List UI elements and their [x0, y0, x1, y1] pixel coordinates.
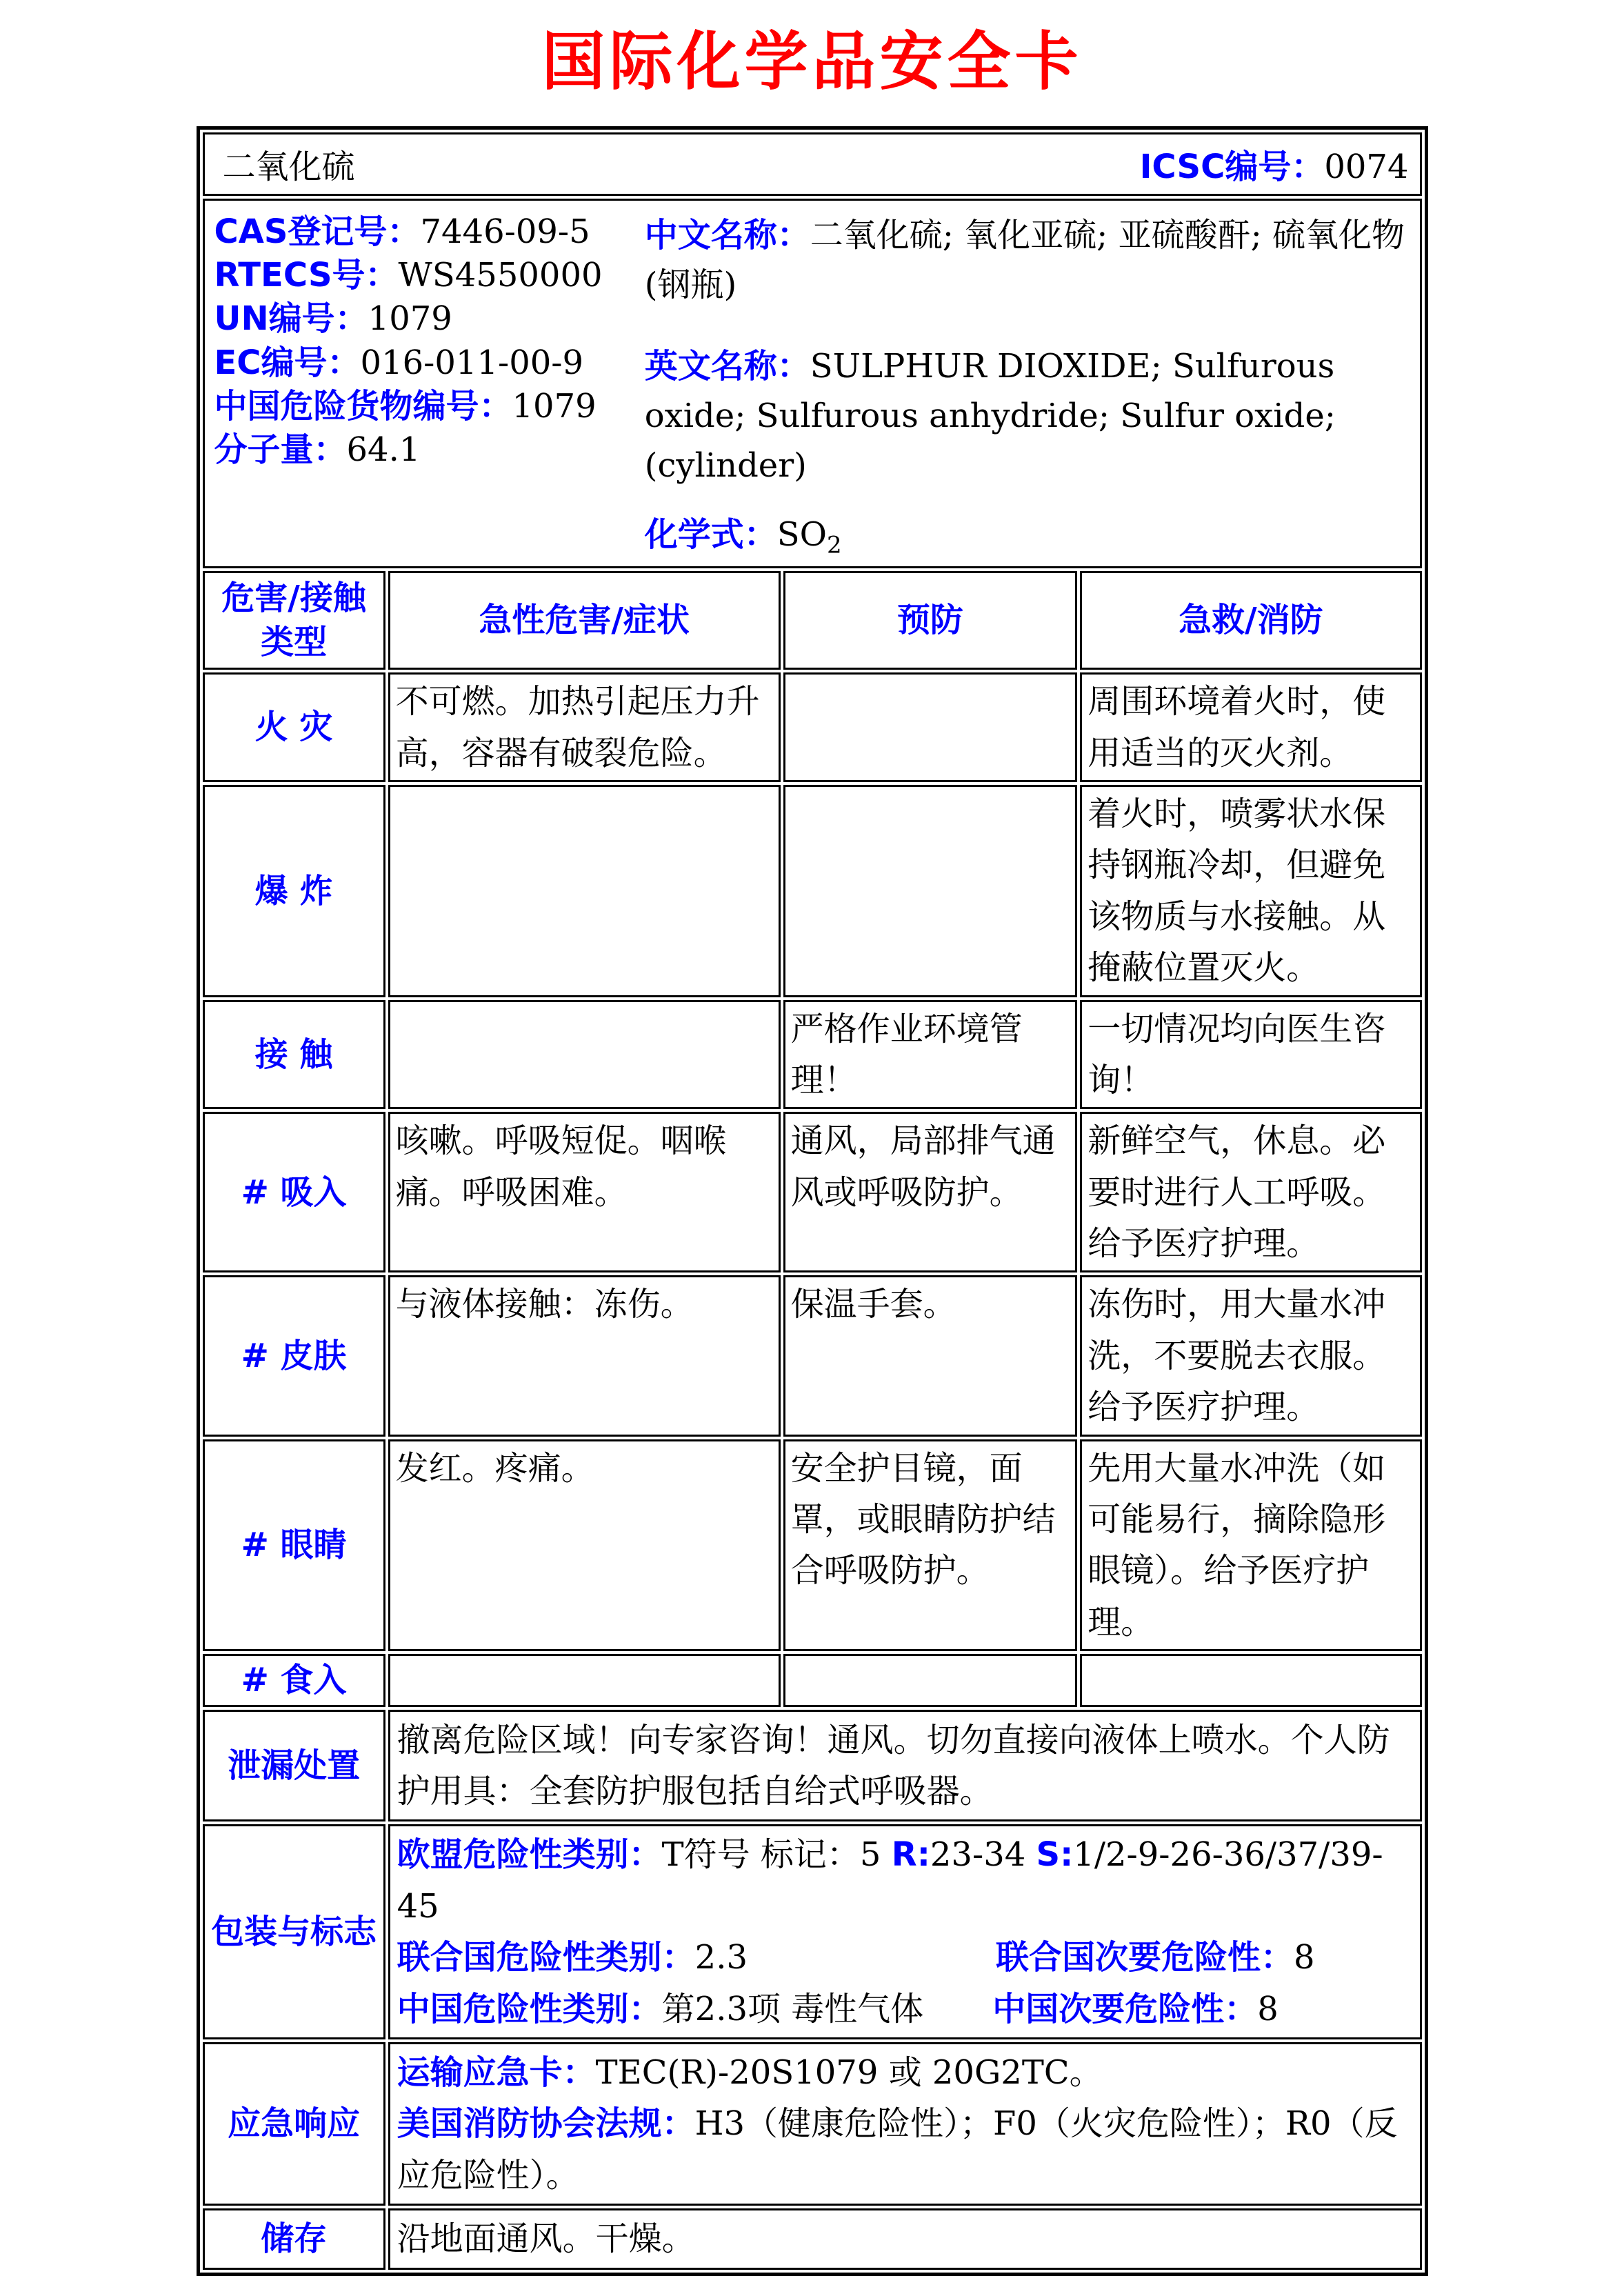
- hazard-symptoms-cell: [388, 1654, 781, 1706]
- hazard-first-aid-cell: [1080, 1654, 1421, 1706]
- section-field-value: 23-34: [930, 1835, 1036, 1875]
- section-content-line: [397, 2213, 1413, 2264]
- identifier-line: [214, 297, 645, 341]
- hazard-type-label: 爆 炸: [254, 871, 333, 910]
- identifier-label: CAS登记号：: [214, 212, 421, 251]
- hazard-type-cell: [203, 672, 385, 782]
- hazard-table-body: [203, 672, 1422, 1706]
- section-label-cell: [203, 2208, 385, 2269]
- hazard-prevention-cell: [783, 785, 1078, 997]
- hazard-prevention-cell: 通风，局部排气通风或呼吸防护。: [783, 1112, 1078, 1272]
- identifier-line: [214, 341, 645, 385]
- hazard-type-label: # 吸入: [241, 1172, 347, 1212]
- section-field-label: 欧盟危险性类别：: [397, 1835, 662, 1875]
- section-field-value: 8: [1294, 1938, 1315, 1977]
- hazard-row: [203, 1000, 1422, 1110]
- hazard-column-header: [783, 571, 1078, 670]
- hazard-symptoms-cell: 不可燃。加热引起压力升高，容器有破裂危险。: [388, 672, 781, 782]
- section-field-label: 中国次要危险性：: [992, 1989, 1258, 2028]
- hazard-row: [203, 1275, 1422, 1436]
- name-label: 化学式：: [644, 515, 777, 554]
- name-label: 英文名称：: [644, 346, 810, 386]
- icsc-number-label: ICSC编号：: [1139, 148, 1325, 187]
- name-value: 二氧化硫; 氧化亚硫; 亚硫酸酐; 硫氧化物 (钢瓶): [644, 215, 1405, 304]
- bottom-sections-body: [203, 1710, 1422, 2270]
- section-row: [203, 1710, 1422, 1822]
- identifier-line: [214, 428, 645, 472]
- hazard-symptoms-cell: 发红。疼痛。: [388, 1439, 781, 1652]
- identifier-value: 016-011-00-9: [360, 343, 584, 382]
- hazard-prevention-cell: [783, 672, 1078, 782]
- hazard-column-header: [203, 571, 385, 670]
- identifier-label: UN编号：: [214, 299, 368, 339]
- hazard-type-cell: [203, 1000, 385, 1110]
- hazard-first-aid-cell: 着火时，喷雾状水保持钢瓶冷却，但避免该物质与水接触。从掩蔽位置灭火。: [1080, 785, 1421, 997]
- hazard-prevention-cell: 保温手套。: [783, 1275, 1078, 1436]
- hazard-first-aid-cell: 新鲜空气，休息。必要时进行人工呼吸。给予医疗护理。: [1080, 1112, 1421, 1272]
- formula-subscript: 2: [826, 531, 842, 559]
- hazard-type-label: # 眼睛: [241, 1526, 347, 1565]
- name-line: [645, 341, 1410, 490]
- identifier-label: EC编号：: [214, 343, 361, 382]
- identifier-value: 7446-09-5: [420, 212, 590, 251]
- hazard-prevention-cell: 安全护目镜，面罩，或眼睛防护结合呼吸防护。: [783, 1439, 1078, 1652]
- section-content-line: [397, 2098, 1413, 2201]
- name-value: SULPHUR DIOXIDE; Sulfurous oxide; Sulfurous anhydride; Sulfur oxide; (cylinder): [644, 346, 1336, 485]
- section-content-cell: [388, 1824, 1422, 2039]
- hazard-type-cell: [203, 1275, 385, 1436]
- card-header-row: [203, 132, 1422, 196]
- hazard-column-header-label: 危害/接触类型: [221, 578, 366, 662]
- identification-row: [203, 199, 1422, 568]
- section-field-value: T符号 标记：5: [661, 1835, 892, 1875]
- section-row: [203, 2042, 1422, 2206]
- identifier-label: 中国危险货物编号：: [214, 387, 512, 426]
- section-row: [203, 2208, 1422, 2269]
- icsc-number-value: 0074: [1324, 148, 1409, 187]
- hazard-column-header-label: 急性危害/症状: [479, 600, 690, 639]
- section-field-label: 中国危险性类别：: [397, 1989, 662, 2028]
- section-content-cell: [388, 2042, 1422, 2206]
- identifier-line: [214, 210, 645, 254]
- section-label-cell: [203, 1824, 385, 2039]
- hazard-first-aid-cell: 先用大量水冲洗（如可能易行，摘除隐形眼镜）。给予医疗护理。: [1080, 1439, 1421, 1652]
- section-field-value: 撤离危险区域！向专家咨询！通风。切勿直接向液体上喷水。个人防护用具：全套防护服包括自给式呼吸器。: [397, 1720, 1390, 1810]
- icsc-card-table: [197, 126, 1428, 2276]
- section-content-cell: [388, 1710, 1422, 1822]
- section-row: [203, 1824, 1422, 2039]
- section-label: 泄漏处置: [228, 1746, 361, 1785]
- hazard-type-cell: [203, 785, 385, 997]
- page-title: 国际化学品安全卡: [541, 25, 1083, 99]
- identifier-line: [214, 385, 645, 428]
- hazard-column-header: [1080, 571, 1421, 670]
- section-content-line: [397, 1984, 1413, 2035]
- identifier-line: [214, 254, 645, 297]
- name-line: [645, 210, 1410, 310]
- name-label: 中文名称：: [644, 215, 810, 254]
- name-list: [645, 210, 1410, 559]
- hazard-symptoms-cell: 与液体接触：冻伤。: [388, 1275, 781, 1436]
- section-label-cell: [203, 1710, 385, 1822]
- hazard-type-label: # 食入: [241, 1661, 347, 1700]
- card-header-cell: [203, 132, 1422, 196]
- section-content-line: [397, 1829, 1413, 1932]
- identifier-value: 64.1: [346, 430, 421, 470]
- name-value: SO: [776, 515, 827, 554]
- hazard-column-header: [388, 571, 781, 670]
- hazard-row: [203, 785, 1422, 997]
- section-content-line: [397, 1715, 1413, 1817]
- section-field-value: 沿地面通风。干燥。: [397, 2219, 695, 2259]
- hazard-row: [203, 672, 1422, 782]
- hazard-column-header-label: 预防: [896, 600, 963, 639]
- hazard-symptoms-cell: [388, 785, 781, 997]
- section-field-value: TEC(R)-20S1079 或 20G2TC。: [595, 2053, 1103, 2092]
- hazard-symptoms-cell: [388, 1000, 781, 1110]
- identifier-list: [214, 210, 645, 559]
- hazard-type-label: 火 灾: [254, 708, 333, 747]
- section-field-value: 8: [1257, 1989, 1279, 2028]
- identifier-label: RTECS号：: [214, 255, 399, 295]
- hazard-row: [203, 1112, 1422, 1272]
- section-field-label: 美国消防协会法规：: [397, 2104, 695, 2144]
- section-content-cell: [388, 2208, 1422, 2269]
- section-field-value: 1/2-9-26-36/37/39-45: [397, 1835, 1383, 1926]
- identifier-label: 分子量：: [214, 430, 347, 470]
- hazard-type-cell: [203, 1439, 385, 1652]
- section-field-value: H3（健康危险性）；F0（火灾危险性）；R0（反应危险性）。: [397, 2104, 1398, 2195]
- identifier-value: 1079: [368, 299, 452, 339]
- section-label: 储存: [261, 2219, 328, 2259]
- section-field-label: R:: [891, 1835, 930, 1875]
- identification-cell: [203, 199, 1422, 568]
- hazard-table-header-row: [203, 571, 1422, 670]
- hazard-type-label: # 皮肤: [241, 1336, 347, 1375]
- identifier-value: 1079: [512, 387, 597, 426]
- section-field-value: 2.3: [694, 1938, 748, 1977]
- hazard-row: [203, 1439, 1422, 1652]
- section-label: 应急响应: [228, 2104, 361, 2144]
- name-line: [645, 510, 1410, 559]
- hazard-first-aid-cell: 一切情况均向医生咨询！: [1080, 1000, 1421, 1110]
- hazard-type-cell: [203, 1112, 385, 1272]
- section-field-label: S:: [1036, 1835, 1074, 1875]
- hazard-symptoms-cell: 咳嗽。呼吸短促。咽喉痛。呼吸困难。: [388, 1112, 781, 1272]
- hazard-row: [203, 1654, 1422, 1706]
- hazard-first-aid-cell: 周围环境着火时，使用适当的灭火剂。: [1080, 672, 1421, 782]
- hazard-column-header-label: 急救/消防: [1179, 600, 1323, 639]
- section-field-label: 联合国危险性类别：: [397, 1938, 695, 1977]
- section-label: 包装与标志: [211, 1912, 377, 1951]
- hazard-type-cell: [203, 1654, 385, 1706]
- section-field-label: 联合国次要危险性：: [996, 1938, 1294, 1977]
- hazard-first-aid-cell: 冻伤时，用大量水冲洗，不要脱去衣服。给予医疗护理。: [1080, 1275, 1421, 1436]
- substance-name: 二氧化硫: [222, 148, 355, 187]
- section-content-line: [397, 1932, 1413, 1983]
- section-field-value: 第2.3项 毒性气体: [661, 1989, 924, 2028]
- identifier-value: WS4550000: [398, 255, 603, 295]
- hazard-prevention-cell: 严格作业环境管理！: [783, 1000, 1078, 1110]
- icsc-number: [1140, 140, 1409, 188]
- hazard-prevention-cell: [783, 1654, 1078, 1706]
- section-field-label: 运输应急卡：: [397, 2053, 596, 2092]
- section-label-cell: [203, 2042, 385, 2206]
- section-content-line: [397, 2047, 1413, 2098]
- hazard-type-label: 接 触: [254, 1035, 333, 1074]
